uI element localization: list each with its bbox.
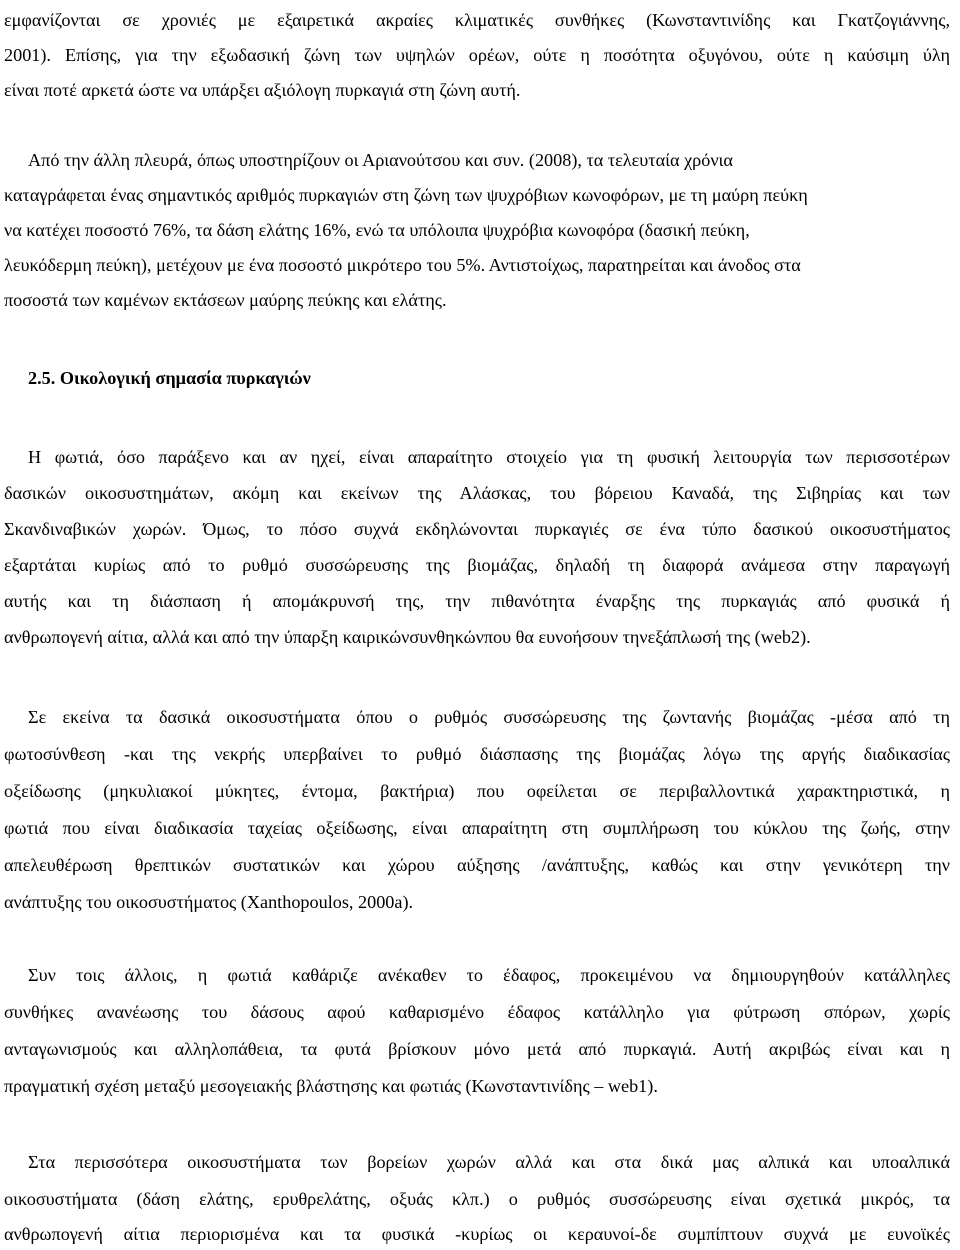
paragraph-line: Από την άλλη πλευρά, όπως υποστηρίζουν οι Αριανούτσου και συν. (2008), τα τελευταία χρόνια: [28, 150, 733, 170]
paragraph-line: εξαρτάται κυρίως από το ρυθμό συσσώρευσης της βιομάζας, δηλαδή τη διαφορά ανάμεσα στην παραγωγή: [4, 555, 950, 575]
paragraph-line: είναι ποτέ αρκετά ώστε να υπάρξει αξιόλογη πυρκαγιά στη ζώνη αυτή.: [4, 80, 521, 100]
paragraph-line: πραγματική σχέση μεταξύ μεσογειακής βλάστησης και φωτιάς (Κωνσταντινίδης – web1).: [4, 1076, 658, 1096]
paragraph-line: Σε εκείνα τα δασικά οικοσυστήματα όπου ο ρυθμός συσσώρευσης της ζωντανής βιομάζας -μέσα από τη: [28, 707, 950, 727]
paragraph-line: 2001). Επίσης, για την εξωδασική ζώνη των υψηλών ορέων, ούτε η ποσότητα οξυγόνου, ούτε η καύσιμη ύλη: [4, 45, 950, 65]
paragraph-line: να κατέχει ποσοστό 76%, τα δάση ελάτης 16%, ενώ τα υπόλοιπα ψυχρόβια κωνοφόρα (δασική πεύκη,: [4, 220, 750, 240]
paragraph-line: λευκόδερμη πεύκη), μετέχουν με ένα ποσοστό μικρότερο του 5%. Αντιστοίχως, παρατηρείται και άνοδος στα: [4, 255, 801, 275]
paragraph-line: δασικών οικοσυστημάτων, ακόμη και εκείνων της Αλάσκας, του βόρειου Καναδά, της Σιβηρίας και των: [4, 483, 950, 503]
paragraph-line: φωτιά που είναι διαδικασία ταχείας οξείδωσης, είναι απαραίτητη στη συμπλήρωση του κύκλου της ζωής, στην: [4, 818, 950, 838]
paragraph-line: ανθρωπογενή αίτια περιορισμένα και τα φυσικά -κυρίως οι κεραυνοί-δε συμπίπτουν συχνά με ευνοϊκές: [4, 1224, 950, 1244]
paragraph-line: ανάπτυξης του οικοσυστήματος (Xanthopoulos, 2000a).: [4, 892, 414, 912]
paragraph-line: ανταγωνισμούς και αλληλοπάθεια, τα φυτά βρίσκουν μόνο μετά από πυρκαγιά. Αυτή ακριβώς είναι και η: [4, 1039, 950, 1059]
paragraph-line: απελευθέρωση θρεπτικών συστατικών και χώρου αύξησης /ανάπτυξης, καθώς και στην γενικότερη την: [4, 855, 950, 875]
paragraph-line: φωτοσύνθεση -και της νεκρής υπερβαίνει το ρυθμό διάσπασης της βιομάζας λόγω της αργής διαδικασίας: [4, 744, 950, 764]
paragraph-line: ανθρωπογενή αίτια, αλλά και από την ύπαρξη καιρικώνσυνθηκώνπου θα ευνοήσουν τηνεξάπλωσή της (web2).: [4, 627, 811, 647]
paragraph-line: οικοσυστήματα (δάση ελάτης, ερυθρελάτης, οξυάς κλπ.) ο ρυθμός συσσώρευσης είναι σχετικά μικρός, τα: [4, 1189, 950, 1209]
paragraph-line: οξείδωσης (μηκυλιακοί μύκητες, έντομα, βακτήρια) που οφείλεται σε περιβαλλοντικά χαρακτηριστικά, η: [4, 781, 950, 801]
paragraph-line: ποσοστά των καμένων εκτάσεων μαύρης πεύκης και ελάτης.: [4, 290, 447, 310]
paragraph-line: Η φωτιά, όσο παράξενο και αν ηχεί, είναι απαραίτητο στοιχείο για τη φυσική λειτουργία των περισσοτέρων: [28, 447, 950, 467]
paragraph-line: Στα περισσότερα οικοσυστήματα των βορείων χωρών αλλά και στα δικά μας αλπικά και υποαλπικά: [28, 1152, 950, 1172]
section-heading: 2.5. Οικολογική σημασία πυρκαγιών: [28, 368, 311, 388]
paragraph-line: Σκανδιναβικών χωρών. Όμως, το πόσο συχνά εκδηλώνονται πυρκαγιές σε ένα τύπο δασικού οικοσυστήματος: [4, 519, 950, 539]
paragraph-line: καταγράφεται ένας σημαντικός αριθμός πυρκαγιών στη ζώνη των ψυχρόβιων κωνοφόρων, με τη μαύρη πεύκη: [4, 185, 808, 205]
paragraph-line: συνθήκες ανανέωσης του δάσους αφού καθαρισμένο έδαφος κατάλληλο για φύτρωση σπόρων, χωρίς: [4, 1002, 950, 1022]
paragraph-line: εμφανίζονται σε χρονιές με εξαιρετικά ακραίες κλιματικές συνθήκες (Κωνσταντινίδης και Γκατζογιάννης,: [4, 10, 950, 30]
paragraph-line: Συν τοις άλλοις, η φωτιά καθάριζε ανέκαθεν το έδαφος, προκειμένου να δημιουργηθούν κατάλληλες: [28, 965, 950, 985]
paragraph-line: αυτής και τη διάσπαση ή απομάκρυνσή της, την πιθανότητα έναρξης της πυρκαγιάς από φυσικά ή: [4, 591, 950, 611]
